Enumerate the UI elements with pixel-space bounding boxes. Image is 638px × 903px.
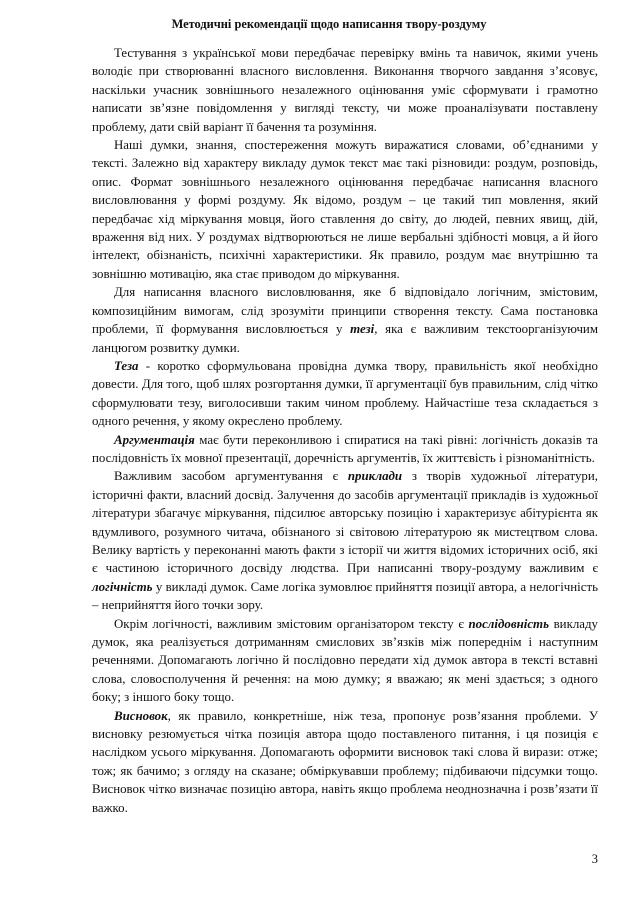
- key-term: Аргументація: [114, 432, 195, 447]
- text-run: Тестування з української мови передбачає перевірку вмінь та навичок, якими учень володіє при створюванні власного висловлення. Виконання творчого завдання з’ясовує, наскільки учасник зовнішнього незалежного оцінювання уміє сформувати і грамотно написати зв’язне повідомлення у вигляді тексту, чи може проаналізувати поставлену проблему, дати свій варіант її бачення та розуміння.: [92, 46, 598, 134]
- key-term: тезі: [350, 322, 375, 337]
- paragraph: [92, 357, 598, 431]
- key-term: Теза: [114, 358, 139, 373]
- text-run: з творів художньої літератури, історичні факти, власний досвід. Залучення до засобів аргументації прикладів із художньої літератури збагачує міркування, підсилює авторську позицію і характеризує абітурієнта як вдумливого, розумного читача, обізнаного зі світовою літературою як мистецтвом слова. Велику вартість у переконанні мають факти з історії чи життя відомих історичних осіб, які є частиною історичного досвіду людства. При написанні твору-роздуму важливим є: [92, 469, 598, 576]
- text-run: має бути переконливою і спиратися на такі рівні: логічність доказів та послідовність їх мовної презентації, доречність аргументів, їх життєвість і різноманітність.: [92, 432, 598, 465]
- paragraph: [92, 44, 598, 136]
- text-run: Для написання власного висловлювання, яке б відповідало логічним, змістовим, композиційним вимогам, слід зрозуміти принципи створення тексту. Сама постановка проблеми, її формування висловлюється у: [92, 285, 598, 337]
- key-term: логічність: [92, 579, 153, 594]
- paragraph: [92, 283, 598, 357]
- paragraph: [92, 431, 598, 468]
- text-run: у викладі думок. Саме логіка зумовлює прийняття позиції автора, а нелогічність – неприйняття його точки зору.: [92, 579, 598, 613]
- document-title: Методичні рекомендації щодо написання твору-роздуму: [171, 17, 487, 31]
- text-run: викладу думок, яка реалізується дотриманням смислових зв’язків між попереднім і наступним реченнями. Допомагають логічно й послідовно передати хід думок автора в тексті вставні слова, словосполучення й речення: на мою думку; я вважаю; як мені здається; з одного боку; з іншого боку тощо.: [92, 616, 598, 705]
- paragraph: [92, 136, 598, 283]
- page-number: 3: [591, 852, 598, 866]
- paragraph: [92, 615, 598, 707]
- text-run: Окрім логічності, важливим змістовим організатором тексту є: [114, 616, 469, 631]
- text-run: , як правило, конкретніше, ніж теза, пропонує розв’язання проблеми. У висновку резюмується чітка позиція автора щодо поставленого питання, і ця позиція є наслідком усього міркування. Допомагають оформити висновок такі слова й вирази: отже; тож; як бачимо; з огляду на сказане; обміркувавши проблему; підбиваючи підсумки тощо. Висновок чітко визначає позицію автора, навіть якщо проблема неоднозначна і розв’язати її важко.: [92, 708, 598, 815]
- key-term: приклади: [347, 469, 403, 484]
- text-run: , яка є важливим текстоорганізуючим ланцюгом розвитку думки.: [92, 322, 598, 355]
- key-term: послідовність: [468, 616, 549, 631]
- document-body: [92, 44, 598, 817]
- text-run: Важливим засобом аргументування є: [114, 469, 348, 484]
- paragraph: [92, 707, 598, 817]
- text-run: Наші думки, знання, спостереження можуть виражатися словами, об’єднаними у тексті. Залежно від характеру викладу думок текст має такі різновиди: роздум, розповідь, опис. Формат зовнішнього незалежного оцінювання передбачає написання власного висловлювання у формі роздуму. Як відомо, роздум – це такий тип мовлення, який передбачає хід міркування мовця, його ставлення до світу, до людей, певних явищ, дій, враження від них. У роздумах відтворюються не лише вербальні здібності мовця, а й його інтелект, обізнаність, психічні характеристики. Як правило, роздум має внутрішню та зовнішню мотивацію, яка стає приводом до міркування.: [92, 138, 598, 281]
- text-run: - коротко сформульована провідна думка твору, правильність якої необхідно довести. Для того, щоб шлях розгортання думки, її аргументації був правильним, слід чітко сформулювати тезу, виголосивши таким чином проблему. Найчастіше теза складається з одного речення, у якому окреслено проблему.: [92, 358, 598, 429]
- paragraph: [92, 467, 598, 614]
- key-term: Висновок: [114, 708, 168, 723]
